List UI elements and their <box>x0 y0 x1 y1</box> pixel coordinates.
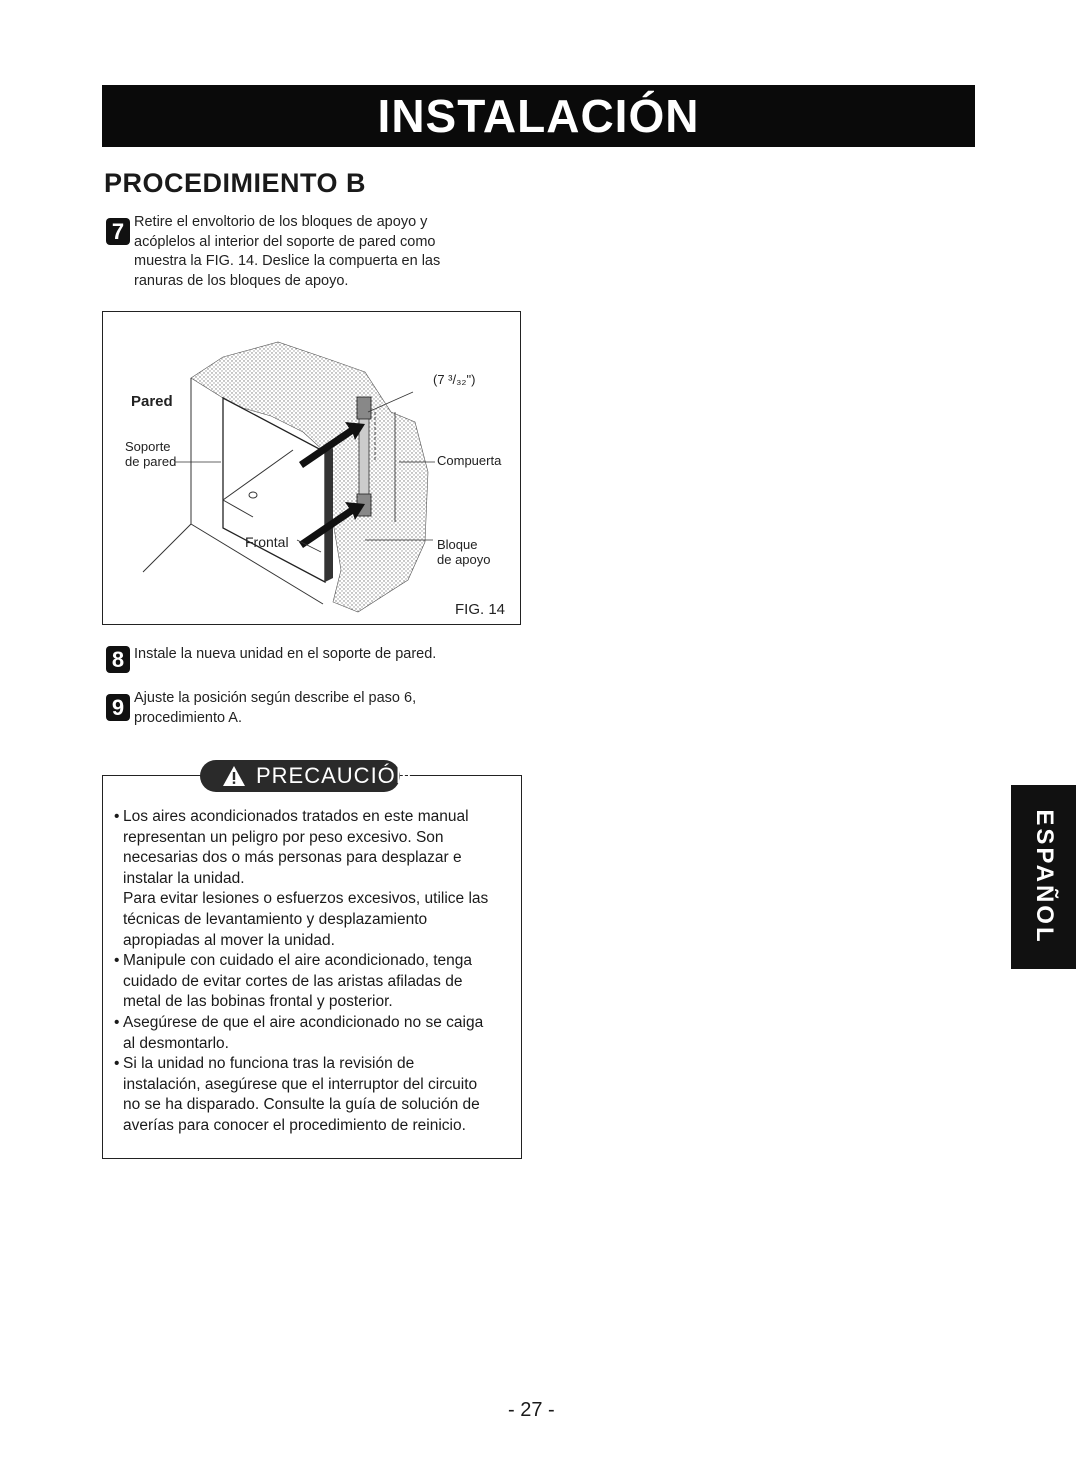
step-8-number: 8 <box>106 646 130 673</box>
step-9-number: 9 <box>106 694 130 721</box>
step-7-number: 7 <box>106 218 130 245</box>
label-dimension: (7 ³/₃₂") <box>433 372 476 387</box>
language-tab-label: ESPAÑOL <box>1030 809 1058 945</box>
caution-list <box>114 807 514 1137</box>
label-bracket: Soporte de pared <box>125 439 177 469</box>
label-support-block: Bloque de apoyo <box>437 537 491 567</box>
language-tab <box>1011 785 1076 969</box>
label-wall: Pared <box>131 393 173 410</box>
page-title-banner: INSTALACIÓN <box>102 85 975 147</box>
step-9-text: Ajuste la posición según describe el paso 6, procedimiento A. <box>134 690 417 726</box>
label-front: Frontal <box>245 534 289 550</box>
warning-icon <box>222 765 246 787</box>
caution-item: • Manipule con cuidado el aire acondicionado, tenga cuidado de evitar cortes de las aristas afiladas de metal de las bobinas frontal y posterior. <box>114 951 514 1013</box>
caution-item: • Los aires acondicionados tratados en este manual representan un peligro por peso excesivo. Son necesarias dos o más personas para desplazar e instalar la unidad. Para evitar lesiones o esfuerzos excesivos, utilice las técnicas de levantamiento y desplazamiento apropiadas al mover la unidad. <box>114 807 514 951</box>
figure-caption: FIG. 14 <box>455 601 506 618</box>
step-8-text: Instale la nueva unidad en el soporte de pared. <box>134 646 437 662</box>
caution-title: PRECAUCIÓN <box>256 763 413 788</box>
label-gate: Compuerta <box>437 453 502 468</box>
caution-item: • Asegúrese de que el aire acondicionado no se caiga al desmontarlo. <box>114 1013 514 1054</box>
page-number: - 27 - <box>508 1399 555 1421</box>
section-heading: PROCEDIMIENTO B <box>104 168 367 198</box>
caution-item: • Si la unidad no funciona tras la revisión de instalación, asegúrese que el interruptor del circuito no se ha disparado. Consulte la guía de solución de averías para conocer el procedimiento de reinicio. <box>114 1054 514 1136</box>
caution-header <box>200 760 413 792</box>
step-7-text: Retire el envoltorio de los bloques de apoyo y acóplelos al interior del soporte de pared como muestra la FIG. 14. Deslice la compuerta en las ranuras de los bloques de apoyo. <box>134 214 441 289</box>
figure-14 <box>102 311 521 625</box>
